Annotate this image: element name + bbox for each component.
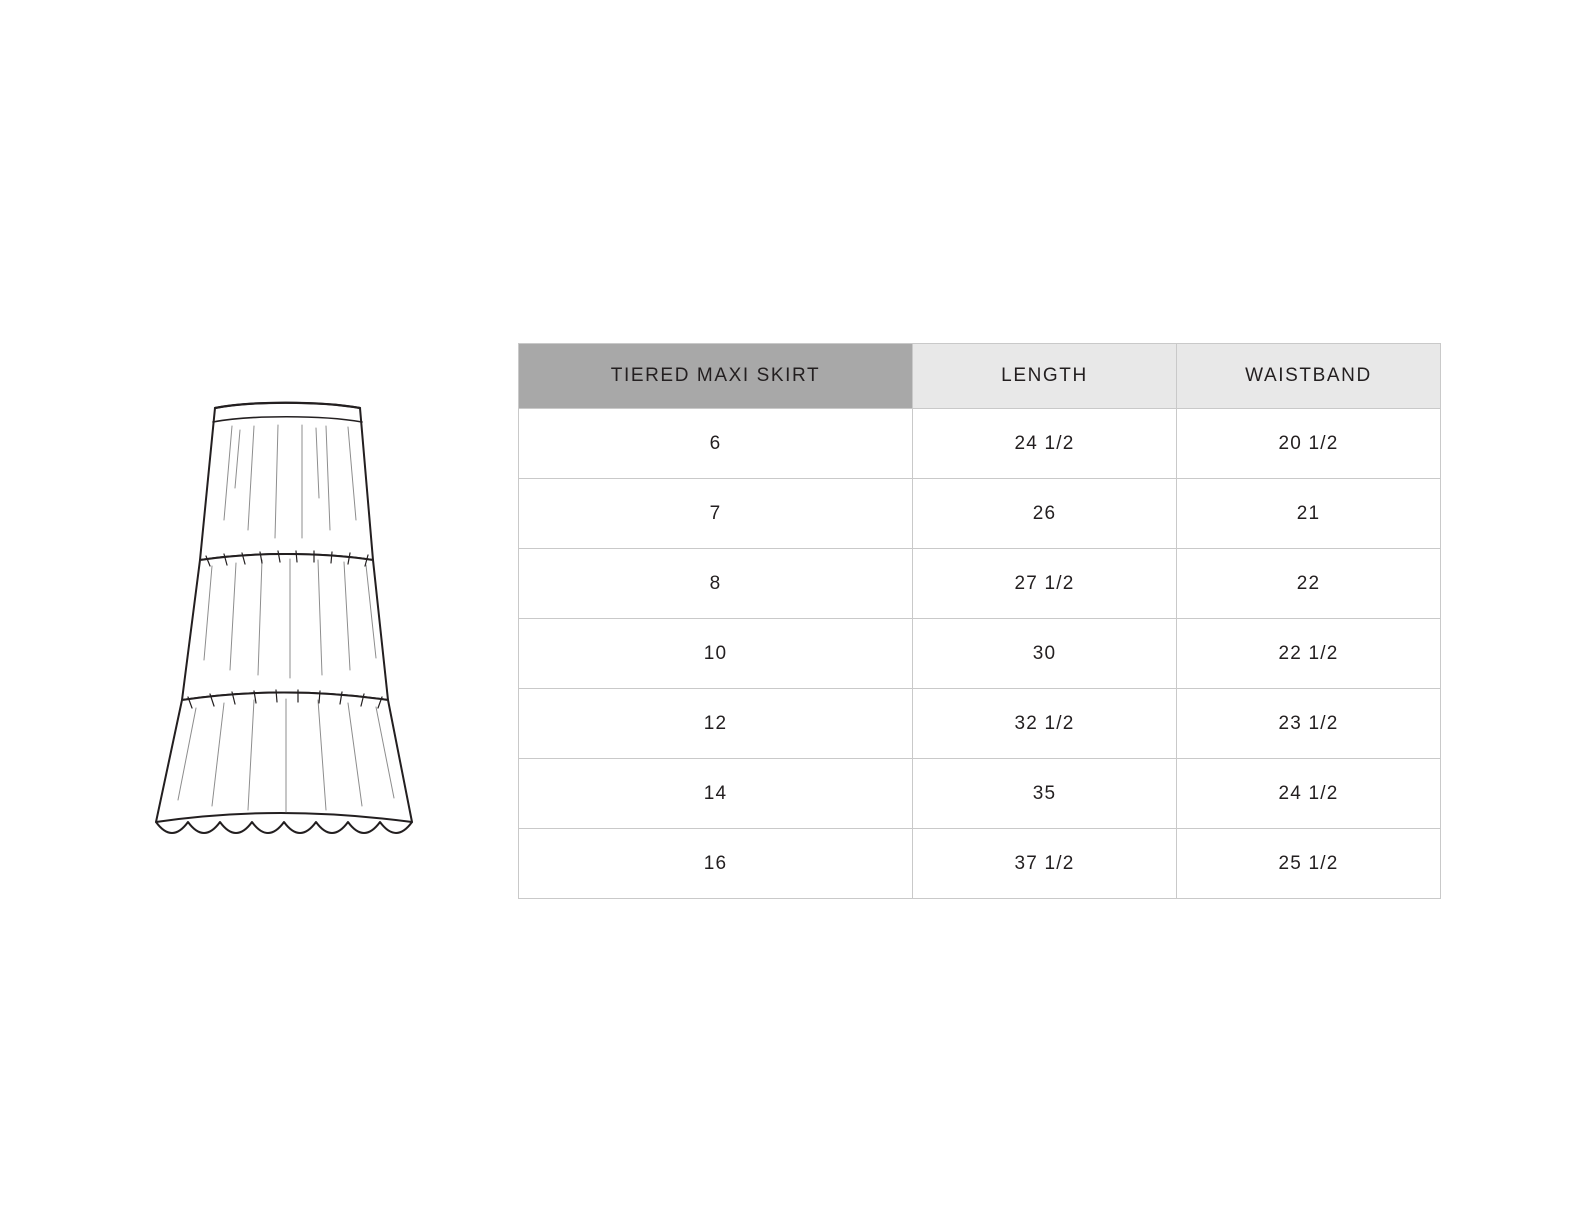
skirt-sketch-svg (120, 370, 460, 870)
table-row (519, 409, 1441, 479)
cell-length: 27 1/2 (913, 549, 1177, 619)
table-row (519, 619, 1441, 689)
cell-length: 30 (913, 619, 1177, 689)
column-header-waistband: WAISTBAND (1177, 344, 1441, 409)
table-header-row (519, 344, 1441, 409)
table-header (519, 344, 1441, 409)
cell-waistband: 22 1/2 (1177, 619, 1441, 689)
skirt-tier-1 (200, 403, 373, 560)
size-chart-table (518, 343, 1441, 899)
skirt-tier-2 (182, 554, 388, 700)
cell-length: 26 (913, 479, 1177, 549)
cell-size: 12 (519, 689, 913, 759)
table-row (519, 829, 1441, 899)
cell-waistband: 23 1/2 (1177, 689, 1441, 759)
cell-waistband: 21 (1177, 479, 1441, 549)
table-body (519, 409, 1441, 899)
skirt-tier-3 (156, 693, 412, 823)
cell-length: 35 (913, 759, 1177, 829)
cell-size: 16 (519, 829, 913, 899)
cell-waistband: 24 1/2 (1177, 759, 1441, 829)
column-header-length: LENGTH (913, 344, 1177, 409)
cell-size: 7 (519, 479, 913, 549)
cell-waistband: 25 1/2 (1177, 829, 1441, 899)
cell-waistband: 20 1/2 (1177, 409, 1441, 479)
cell-length: 24 1/2 (913, 409, 1177, 479)
table-row (519, 759, 1441, 829)
table-row (519, 689, 1441, 759)
column-header-garment: TIERED MAXI SKIRT (519, 344, 913, 409)
table-row (519, 479, 1441, 549)
skirt-illustration (120, 370, 460, 870)
cell-size: 8 (519, 549, 913, 619)
cell-waistband: 22 (1177, 549, 1441, 619)
cell-size: 10 (519, 619, 913, 689)
scalloped-hem (156, 822, 412, 833)
cell-length: 37 1/2 (913, 829, 1177, 899)
cell-size: 14 (519, 759, 913, 829)
cell-size: 6 (519, 409, 913, 479)
cell-length: 32 1/2 (913, 689, 1177, 759)
table-row (519, 549, 1441, 619)
